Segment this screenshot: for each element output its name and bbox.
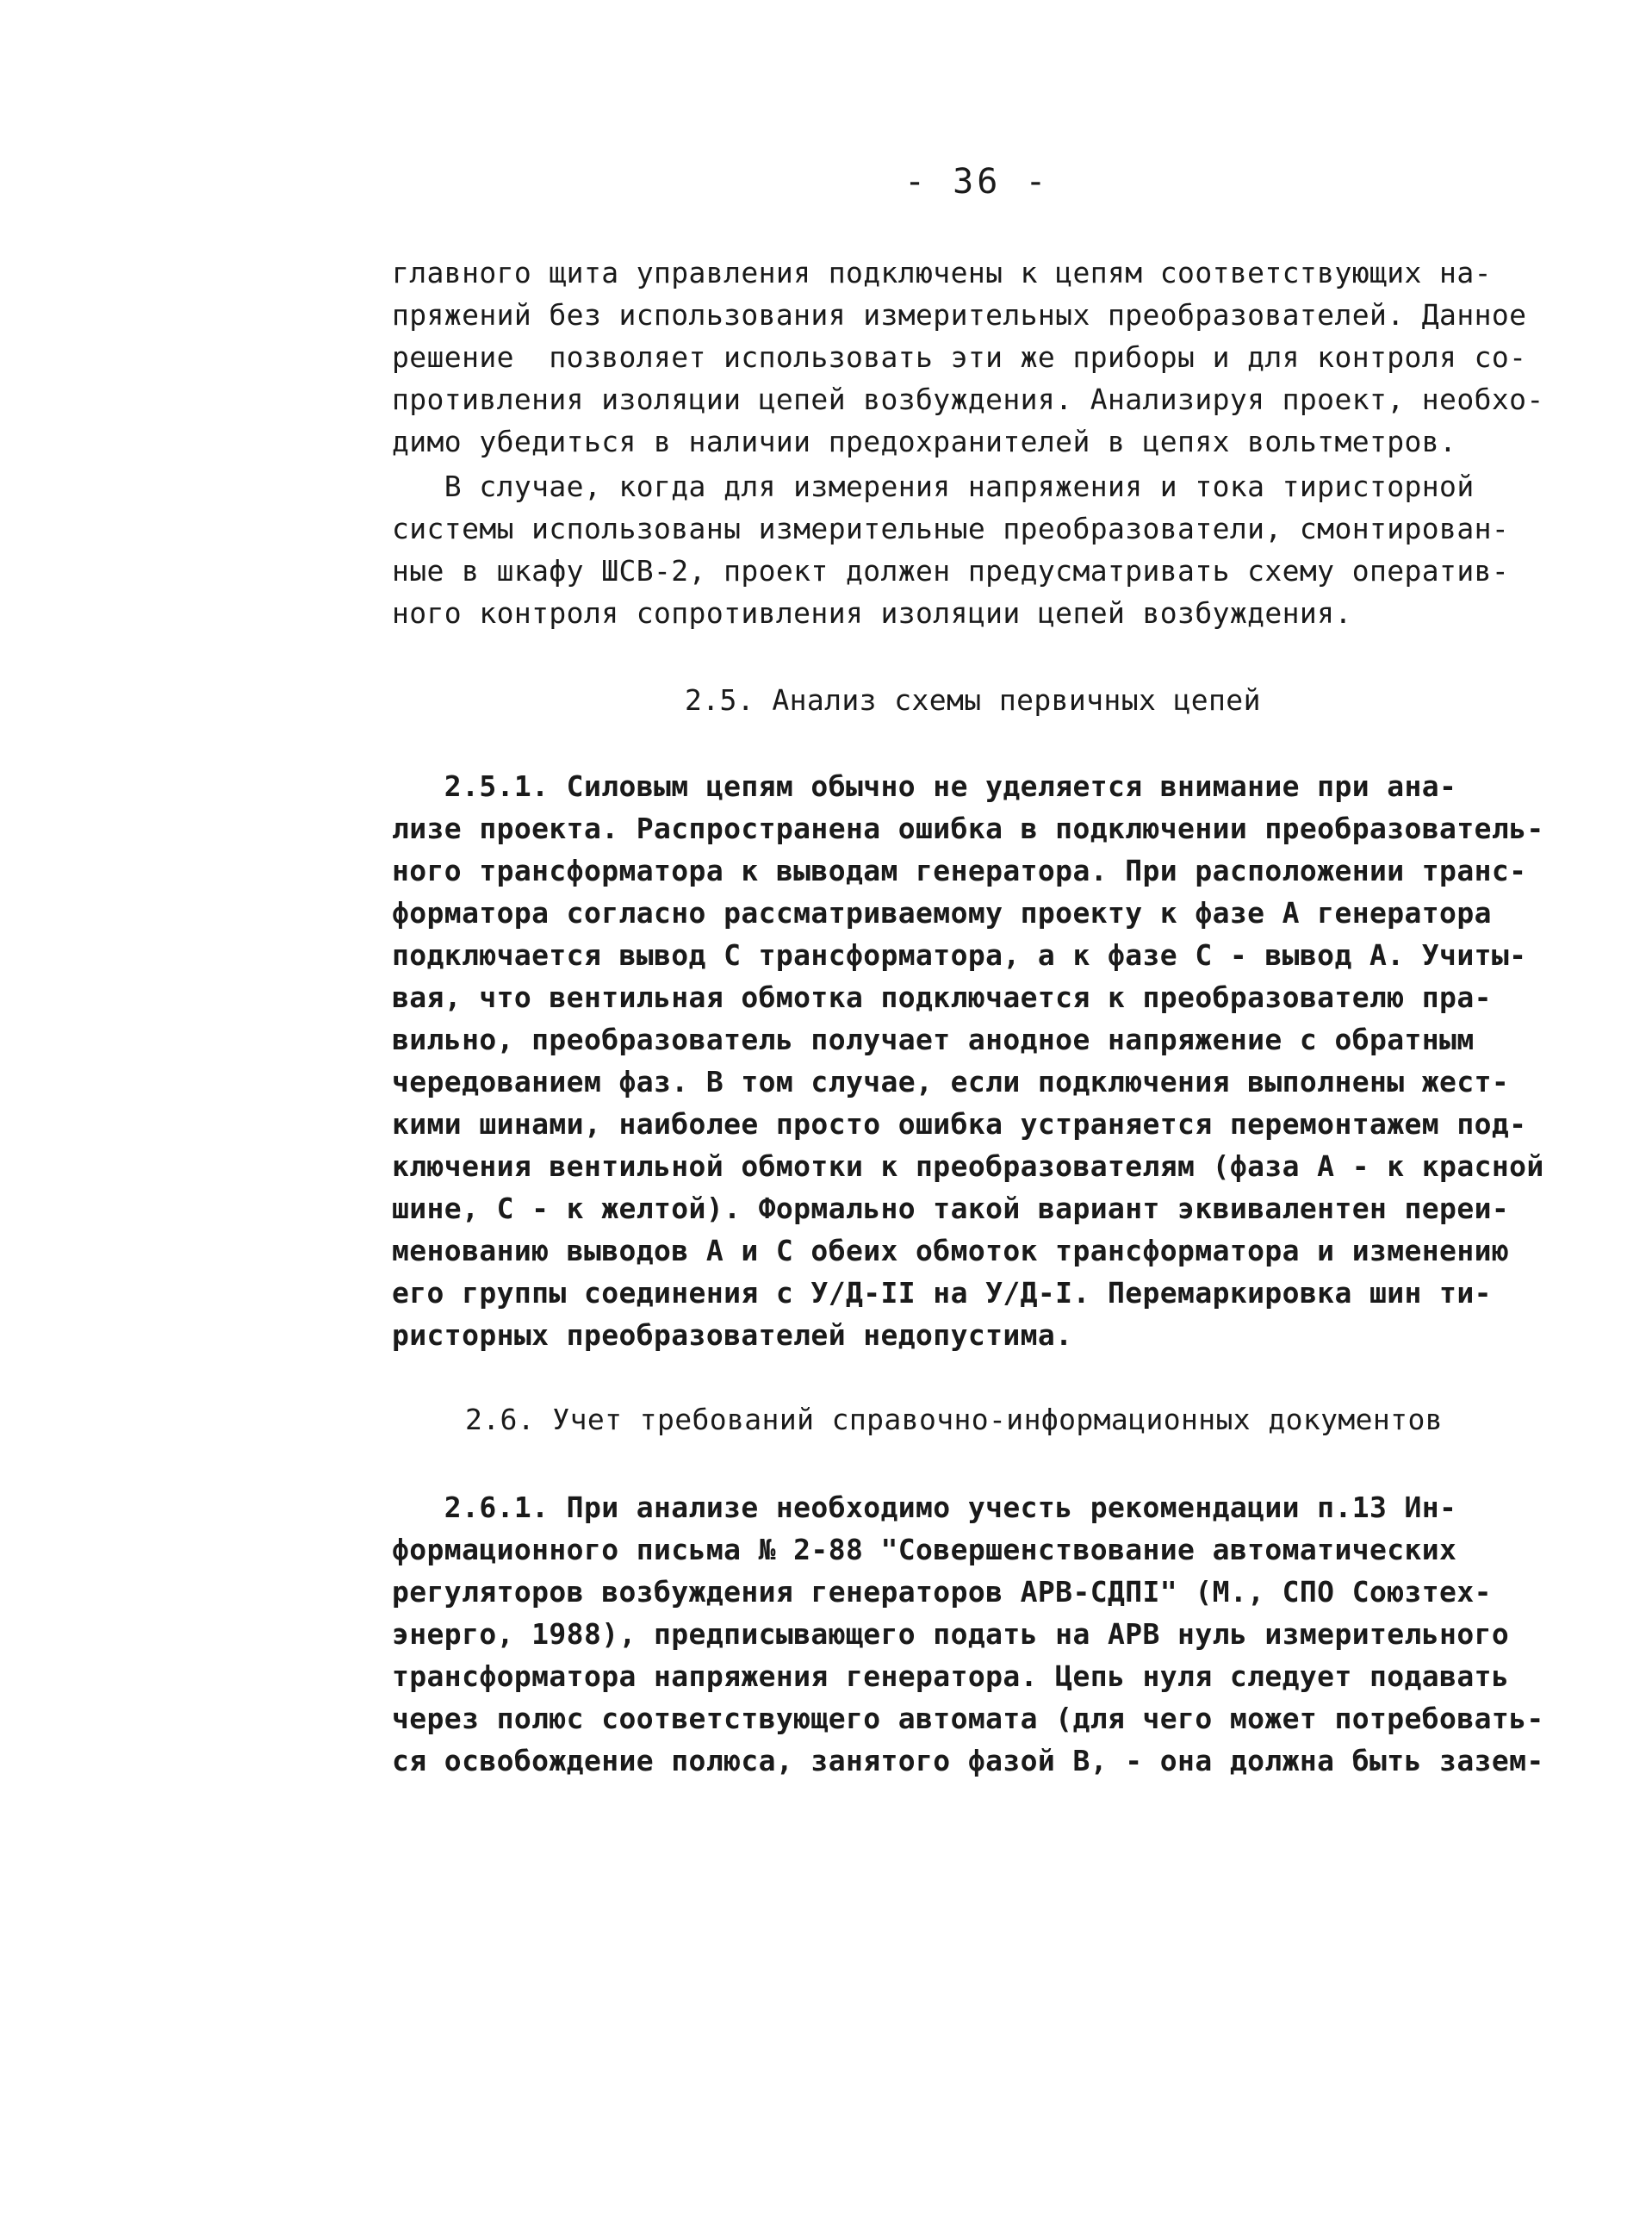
- text-line: энерго, 1988), предписывающего подать на АРВ нуль измерительного: [392, 1617, 1510, 1651]
- paragraph-2-5-1: [392, 765, 1546, 1356]
- text-line: чередованием фаз. В том случае, если подключения выполнены жест-: [392, 1065, 1510, 1099]
- text-line: ные в шкафу ШСВ-2, проект должен предусматривать схему оператив-: [392, 554, 1510, 588]
- text-line: противления изоляции цепей возбуждения. Анализируя проект, необхо-: [392, 383, 1544, 416]
- text-line: ного трансформатора к выводам генератора. При расположении транс-: [392, 854, 1527, 887]
- text-line: димо убедиться в наличии предохранителей в цепях вольтметров.: [392, 425, 1457, 458]
- text-line: через полюс соответствующего автомата (для чего может потребовать-: [392, 1702, 1544, 1735]
- text-line: В случае, когда для измерения напряжения и тока тиристорной: [392, 470, 1475, 503]
- text-line: кими шинами, наиболее просто ошибка устраняется перемонтажем под-: [392, 1107, 1527, 1141]
- text-line: шине, С - к желтой). Формально такой вариант эквивалентен переи-: [392, 1192, 1510, 1225]
- section-heading-2-6: 2.6. Учет требований справочно-информационных документов: [465, 1403, 1443, 1436]
- text-line: подключается вывод С трансформатора, а к фазе С - вывод А. Учиты-: [392, 938, 1527, 972]
- text-line: вая, что вентильная обмотка подключается к преобразователю пра-: [392, 980, 1492, 1014]
- paragraph-converters: [392, 465, 1546, 634]
- text-line: ключения вентильной обмотки к преобразователям (фаза А - к красной: [392, 1149, 1544, 1183]
- text-line: ного контроля сопротивления изоляции цепей возбуждения.: [392, 596, 1352, 630]
- section-heading-2-5: 2.5. Анализ схемы первичных цепей: [685, 683, 1261, 717]
- text-line: вильно, преобразователь получает анодное напряжение с обратным: [392, 1023, 1475, 1056]
- text-line: регуляторов возбуждения генераторов АРВ-СДПI" (М., СПО Союзтех-: [392, 1575, 1492, 1609]
- text-line: 2.6.1. При анализе необходимо учесть рекомендации п.13 Ин-: [392, 1491, 1457, 1524]
- paragraph-2-6-1: [392, 1486, 1546, 1782]
- text-line: главного щита управления подключены к цепям соответствующих на-: [392, 256, 1492, 289]
- text-line: ристорных преобразователей недопустима.: [392, 1318, 1073, 1352]
- text-line: трансформатора напряжения генератора. Цепь нуля следует подавать: [392, 1659, 1510, 1693]
- text-line: его группы соединения с У/Д-II на У/Д-I. Перемаркировка шин ти-: [392, 1276, 1492, 1310]
- text-line: решение позволяет использовать эти же приборы и для контроля со-: [392, 340, 1527, 374]
- text-line: пряжений без использования измерительных преобразователей. Данное: [392, 298, 1527, 332]
- text-line: форматора согласно рассматриваемому проекту к фазе А генератора: [392, 896, 1492, 930]
- page-number: - 36 -: [904, 162, 1050, 202]
- text-line: лизе проекта. Распространена ошибка в подключении преобразователь-: [392, 812, 1544, 845]
- text-line: 2.5.1. Силовым цепям обычно не уделяется внимание при ана-: [392, 769, 1457, 803]
- paragraph-intro: [392, 252, 1546, 463]
- text-line: системы использованы измерительные преобразователи, смонтирован-: [392, 512, 1510, 545]
- text-line: менованию выводов А и С обеих обмоток трансформатора и изменению: [392, 1234, 1510, 1267]
- text-line: ся освобождение полюса, занятого фазой В, - она должна быть зазем-: [392, 1744, 1544, 1777]
- text-line: формационного письма № 2-88 "Совершенствование автоматических: [392, 1533, 1457, 1566]
